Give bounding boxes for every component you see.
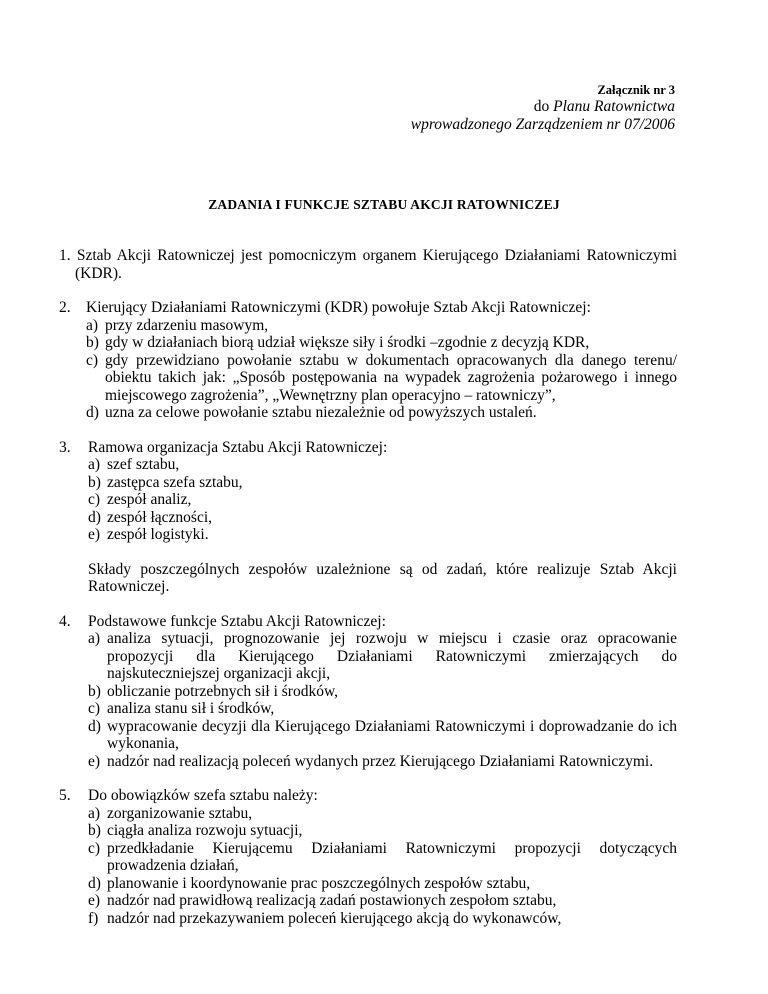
list-item bbox=[88, 474, 677, 492]
attachment-header bbox=[411, 83, 675, 134]
item-letter: e) bbox=[88, 752, 101, 770]
section-text: Sztab Akcji Ratowniczej jest pomocniczym organem Kierującego Działaniami Ratowniczymi (KDR). bbox=[75, 247, 677, 282]
item-letter: c) bbox=[88, 700, 101, 717]
item-letter: f) bbox=[88, 909, 99, 927]
list-item bbox=[88, 753, 677, 771]
section-5 bbox=[59, 787, 677, 927]
list-item bbox=[88, 683, 677, 701]
item-letter: d) bbox=[88, 874, 101, 892]
item-letter: b) bbox=[88, 473, 101, 491]
list-item bbox=[88, 509, 677, 527]
item-letter: a) bbox=[88, 630, 101, 647]
item-letter: c) bbox=[86, 351, 99, 369]
section-intro: Do obowiązków szefa sztabu należy: bbox=[88, 787, 318, 804]
list-item bbox=[86, 334, 677, 352]
attachment-plan-line bbox=[411, 98, 675, 116]
section-items bbox=[88, 805, 677, 928]
list-item bbox=[88, 700, 677, 718]
item-text: wypracowanie decyzji dla Kierującego Działaniami Ratowniczymi i doprowadzanie do ich wykonania, bbox=[107, 717, 677, 752]
item-letter: d) bbox=[88, 508, 101, 526]
list-item bbox=[86, 317, 677, 335]
list-item bbox=[88, 875, 677, 893]
item-text: obliczanie potrzebnych sił i środków, bbox=[107, 682, 339, 700]
section-2 bbox=[59, 299, 677, 422]
attachment-plan-prefix: do bbox=[533, 98, 554, 115]
item-letter: c) bbox=[88, 491, 101, 508]
attachment-plan-name: Planu Ratownictwa bbox=[553, 98, 675, 115]
attachment-ordinance-line: wprowadzonego Zarządzeniem nr 07/2006 bbox=[410, 116, 675, 133]
item-letter: a) bbox=[86, 316, 99, 334]
item-letter: b) bbox=[86, 334, 99, 351]
item-text: planowanie i koordynowanie prac poszczególnych zespołów sztabu, bbox=[107, 874, 531, 892]
list-item bbox=[88, 630, 677, 683]
item-letter: a) bbox=[88, 456, 101, 473]
list-item bbox=[88, 718, 677, 753]
item-text: zespół logistyki. bbox=[107, 526, 209, 543]
section-intro: Ramowa organizacja Sztabu Akcji Ratowniczej: bbox=[88, 438, 388, 456]
section-4 bbox=[59, 613, 677, 771]
list-item bbox=[88, 910, 677, 928]
item-letter: e) bbox=[88, 526, 101, 543]
item-text: ciągła analiza rozwoju sytuacji, bbox=[107, 822, 303, 839]
item-text: zespół łączności, bbox=[107, 508, 213, 526]
item-text: zespół analiz, bbox=[107, 491, 192, 508]
list-item bbox=[88, 491, 677, 509]
section-items bbox=[88, 456, 677, 544]
item-letter: d) bbox=[88, 717, 101, 735]
list-item bbox=[88, 892, 677, 910]
list-item bbox=[86, 352, 677, 405]
item-letter: b) bbox=[88, 822, 101, 839]
item-text: nadzór nad realizacją poleceń wydanych przez Kierującego Działaniami Ratowniczymi. bbox=[107, 752, 654, 770]
section-number: 1. bbox=[59, 247, 71, 264]
item-text: uzna za celowe powołanie sztabu niezależnie od powyższych ustaleń. bbox=[105, 404, 537, 421]
section-number: 3. bbox=[59, 438, 71, 456]
list-item bbox=[88, 805, 677, 823]
list-item bbox=[88, 456, 677, 474]
section-number: 5. bbox=[59, 787, 71, 804]
section-intro: Podstawowe funkcje Sztabu Akcji Ratowniczej: bbox=[88, 612, 386, 630]
item-text: zorganizowanie sztabu, bbox=[107, 804, 253, 822]
section-number: 4. bbox=[59, 612, 71, 630]
item-text: nadzór nad przekazywaniem poleceń kierującego akcją do wykonawców, bbox=[107, 909, 562, 927]
item-text: nadzór nad prawidłową realizacją zadań postawionych zespołom sztabu, bbox=[107, 892, 557, 909]
attachment-label: Załącznik nr 3 bbox=[597, 83, 675, 97]
item-text: przedkładanie Kierującemu Działaniami Ratowniczymi propozycji dotyczących prowadzenia działań, bbox=[107, 839, 677, 874]
item-text: gdy w działaniach biorą udział większe siły i środki –zgodnie z decyzją KDR, bbox=[105, 334, 590, 351]
item-text: analiza stanu sił i środków, bbox=[107, 700, 275, 717]
section-items bbox=[88, 630, 677, 770]
item-letter: c) bbox=[88, 839, 101, 857]
section-intro: Kierujący Działaniami Ratowniczymi (KDR) powołuje Sztab Akcji Ratowniczej: bbox=[86, 299, 591, 316]
item-text: szef sztabu, bbox=[107, 456, 180, 473]
item-letter: a) bbox=[88, 804, 101, 822]
document-body bbox=[59, 247, 677, 944]
document-title: ZADANIA I FUNKCJE SZTABU AKCJI RATOWNICZEJ bbox=[208, 197, 560, 212]
item-letter: d) bbox=[86, 404, 99, 421]
section-1 bbox=[59, 247, 677, 282]
list-item bbox=[86, 404, 677, 422]
list-item bbox=[88, 822, 677, 840]
item-text: analiza sytuacji, prognozowanie jej rozwoju w miejscu i czasie oraz opracowanie propozycji dla Kierującego Działaniami Ratowniczymi zmierzających do najskuteczniejszej organizacji akcji, bbox=[107, 630, 677, 682]
list-item bbox=[88, 840, 677, 875]
section-number: 2. bbox=[59, 299, 71, 316]
list-item bbox=[88, 526, 677, 544]
item-letter: b) bbox=[88, 682, 101, 700]
section-note: Składy poszczególnych zespołów uzależnione są od zadań, które realizuje Sztab Akcji Ratowniczej. bbox=[88, 560, 677, 595]
section-3 bbox=[59, 439, 677, 596]
item-text: przy zdarzeniu masowym, bbox=[105, 316, 269, 334]
item-text: zastępca szefa sztabu, bbox=[107, 473, 243, 491]
item-text: gdy przewidziano powołanie sztabu w dokumentach opracowanych dla danego terenu/ obiektu takich jak: „Sposób postępowania na wypadek zagrożenia pożarowego i innego miejscowego zagrożenia”, „Wewnętrzny plan operacyjno – ratowniczy”, bbox=[105, 351, 677, 404]
item-letter: e) bbox=[88, 892, 101, 909]
section-items bbox=[86, 317, 677, 422]
